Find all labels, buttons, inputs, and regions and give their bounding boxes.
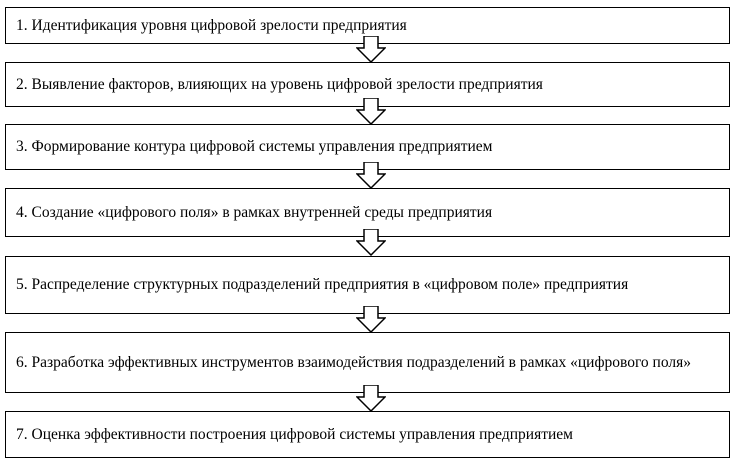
step-2-text: 2. Выявление факторов, влияющих на уровень цифровой зрелости предприятия	[16, 75, 543, 93]
arrow-down-icon	[356, 36, 386, 63]
step-4-text: 4. Создание «цифрового поля» в рамках внутренней среды предприятия	[16, 203, 493, 221]
arrow-down-icon	[356, 229, 386, 256]
step-7-text: 7. Оценка эффективности построения цифровой системы управления предприятием	[16, 425, 573, 443]
arrow-down-icon	[356, 306, 386, 333]
arrow-down-icon	[356, 385, 386, 412]
step-6-text: 6. Разработка эффективных инструментов взаимодействия подразделений в рамках «цифрового поля»	[16, 353, 691, 371]
step-3-text: 3. Формирование контура цифровой системы управления предприятием	[16, 138, 493, 155]
arrow-down-icon	[356, 98, 386, 125]
arrow-down-icon	[356, 162, 386, 189]
step-5-text: 5. Распределение структурных подразделений предприятия в «цифровом поле» предприятия	[16, 276, 629, 293]
step-6-box	[5, 332, 730, 393]
step-7-box	[5, 411, 730, 458]
step-1-text: 1. Идентификация уровня цифровой зрелости предприятия	[16, 16, 407, 34]
